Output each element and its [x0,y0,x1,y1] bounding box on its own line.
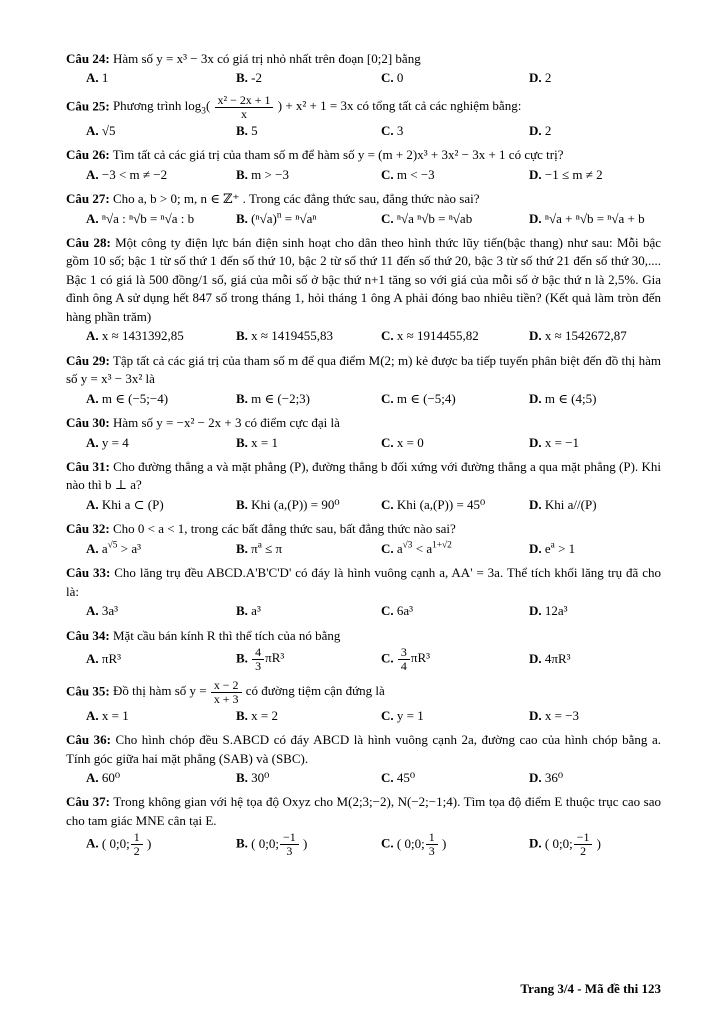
option-letter: A. [86,540,99,556]
option-letter: D. [529,707,542,723]
option-text: x ≈ 1542672,87 [544,328,627,344]
question-number: Câu 26: [66,147,110,163]
question-stem [66,352,661,389]
question-stem [66,793,661,830]
question [66,679,661,725]
option-letter: C. [381,122,394,138]
question [66,731,661,787]
question-number: Câu 36: [66,732,111,748]
answer-options [66,602,661,620]
answer-options [66,496,661,514]
option [381,540,529,558]
option-letter: D. [529,166,542,182]
question-number: Câu 31: [66,458,110,474]
option [381,602,529,620]
option-text: 36⁰ [544,770,564,786]
option [381,69,529,87]
question-number: Câu 25: [66,98,110,114]
option-text: ⁿ√a : ⁿ√b = ⁿ√a : b [101,210,195,226]
question [66,190,661,228]
option-letter: B. [236,210,248,226]
option [236,327,381,345]
option-text: $\pi^a \le \pi$ [251,540,283,556]
option-text: 45⁰ [396,770,416,786]
option-letter: B. [236,650,248,666]
option [86,327,236,345]
option [529,496,661,514]
question [66,458,661,514]
question-text: Một công ty điện lực bán điện sinh hoạt cho dân theo hình thức lũy tiến(bậc thang) như sau: Mỗi bậc gồm 10 số; bậc 1 từ số thứ 1 đến số thứ 10, bậc 2 từ số thứ 11 đến số thứ 20, bậc 3 từ số thứ 21 đến số thứ 30,.... Bậc 1 có giá là 500 đồng/1 số, giá của mỗi số ở bậc thứ n+1 tăng so với giá của mỗi số ở bậc thứ n là 2,5%. Gia đình ông A sử dụng hết 847 số trong tháng 1, hỏi tháng 1 ông A phải đóng bao nhiêu tiền? (Kết quả làm tròn đến hàng phần trăm) [66,234,661,324]
option-text: 1 [101,70,109,86]
option [529,650,661,668]
option [529,540,661,558]
option-text: x = 1 [251,434,279,450]
option [236,540,381,558]
option-text: y = 4 [101,434,129,450]
option-letter: D. [529,651,542,667]
option [529,434,661,452]
question [66,793,661,858]
option-letter: A. [86,122,99,138]
answer-options [66,327,661,345]
option [236,496,381,514]
question [66,234,661,346]
question-number: Câu 35: [66,683,110,699]
option-letter: D. [529,603,542,619]
option-text: 5 [251,122,258,138]
option-text: m ∈ (4;5) [544,390,597,406]
option-text: ( 0;0; $\frac{1}{2}$ ) [101,830,152,859]
question-stem [66,731,661,768]
option [381,390,529,408]
option [86,602,236,620]
question [66,146,661,184]
option [86,496,236,514]
option-text: x = −3 [544,707,580,723]
option-letter: D. [529,328,542,344]
option-text: m ∈ (−5;−4) [101,390,169,406]
option-letter: B. [236,603,248,619]
question-text: Phương trình $\log_3$( $\frac{\text{x² − 2x + 1}}{x}$ ) + x² + 1 = 3x có tổng tất cả các nghiệm bằng: [112,92,522,121]
option-letter: C. [381,434,394,450]
answer-options [66,646,661,673]
option [529,327,661,345]
answer-options [66,166,661,184]
option [236,69,381,87]
option-letter: B. [236,70,248,86]
option-text: $e^a > 1$ [544,540,576,556]
option-letter: B. [236,496,248,512]
option-text: x = 1 [101,707,129,723]
question-stem [66,564,661,601]
option [86,769,236,787]
option-text: -2 [251,70,263,86]
option-text: 2 [544,70,552,86]
question-number: Câu 27: [66,191,110,207]
option [381,831,529,858]
question-stem [66,234,661,326]
option-letter: B. [236,707,248,723]
question-number: Câu 33: [66,565,111,581]
option-text: y = 1 [396,707,424,723]
option-letter: A. [86,651,99,667]
question-stem [66,50,661,68]
option [236,831,381,858]
option-text: πR³ [101,651,122,667]
option-letter: A. [86,496,99,512]
option-text: 2 [544,122,552,138]
option [236,602,381,620]
option-letter: A. [86,835,99,851]
option-text: ( 0;0; $\frac{-1}{2}$ ) [544,830,602,859]
question-text: Tìm tất cả các giá trị của tham số m để hàm số y = (m + 2)x³ + 3x² − 3x + 1 có cực trị? [112,147,564,163]
option-letter: C. [381,166,394,182]
question [66,50,661,88]
option-letter: D. [529,434,542,450]
option-letter: A. [86,166,99,182]
answer-options [66,707,661,725]
option [381,122,529,140]
option [529,769,661,787]
option-text: x = −1 [544,434,580,450]
question-stem [66,94,661,121]
option [381,434,529,452]
question-text: Cho lăng trụ đều ABCD.A'B'C'D' có đáy là hình vuông cạnh a, AA' = 3a. Thể tích khối lăng trụ đã cho là: [66,565,661,599]
option-text: m < −3 [396,166,435,182]
option [381,646,529,673]
option [236,434,381,452]
option-text: ( 0;0; $\frac{1}{3}$ ) [396,830,447,859]
option-letter: D. [529,540,542,556]
option-letter: A. [86,434,99,450]
question-text: Trong không gian với hệ tọa độ Oxyz cho M(2;3;−2), N(−2;−1;4). Tìm tọa độ điểm E thuộc trục cao sao cho tam giác MNE cân tại E. [66,794,661,828]
question-list [66,50,661,864]
question-text: Cho a, b > 0; m, n ∈ ℤ⁺ . Trong các đẳng thức sau, đẳng thức nào sai? [112,191,480,207]
option-text: 30⁰ [251,770,270,786]
question-stem [66,458,661,495]
option-letter: B. [236,770,248,786]
option [381,496,529,514]
option [381,707,529,725]
question [66,520,661,558]
option-text: $\frac{3}{4}$ πR³ [397,650,430,665]
option [529,390,661,408]
option-text: x = 0 [396,434,424,450]
question-text: Cho 0 < a < 1, trong các bất đẳng thức sau, bất đẳng thức nào sai? [112,521,456,537]
answer-options [66,769,661,787]
option [86,69,236,87]
option [529,69,661,87]
question-number: Câu 34: [66,627,110,643]
option-text: 60⁰ [101,770,121,786]
option-letter: C. [381,650,394,666]
option [381,327,529,345]
question-text: Hàm số y = −x² − 2x + 3 có điểm cực đại là [112,415,340,431]
option-letter: B. [236,166,248,182]
option [86,210,236,228]
option-letter: C. [381,390,394,406]
question-number: Câu 32: [66,521,110,537]
option [381,769,529,787]
question [66,414,661,452]
option-text: m ∈ (−2;3) [251,390,311,406]
option-letter: C. [381,835,394,851]
option-letter: B. [236,835,248,851]
option [236,707,381,725]
option [529,210,661,228]
answer-options [66,540,661,558]
option [86,831,236,858]
option-letter: C. [381,770,394,786]
option-text: x ≈ 1431392,85 [101,328,184,344]
option-text: −1 ≤ m ≠ 2 [544,166,603,182]
option [381,210,529,228]
option-text: $a^{√3} < a^{1+√2}$ [396,540,452,556]
answer-options [66,390,661,408]
option [236,646,381,673]
option-text: $\frac{4}{3}$ πR³ [251,650,284,665]
option-text: x = 2 [251,707,279,723]
option-text: 4πR³ [544,651,571,667]
option-letter: D. [529,770,542,786]
option-letter: C. [381,603,394,619]
option-text: √5 [101,122,116,138]
option-text: $(^n√a)^n = ^n√a^n$ [251,210,317,226]
option-text: 6a³ [396,603,414,619]
option-letter: A. [86,770,99,786]
option-letter: C. [381,707,394,723]
option-letter: B. [236,540,248,556]
option-letter: B. [236,434,248,450]
option-letter: D. [529,122,542,138]
option-letter: A. [86,70,99,86]
question-number: Câu 28: [66,234,111,250]
option [86,434,236,452]
question-stem [66,146,661,164]
question-text: Mặt cầu bán kính R thì thể tích của nó bằng [112,627,341,643]
option-text: Khi a ⊂ (P) [101,496,164,512]
option-letter: A. [86,210,99,226]
option [86,390,236,408]
option-text: ⁿ√a + ⁿ√b = ⁿ√a + b [544,210,645,226]
question [66,94,661,140]
option-letter: D. [529,210,542,226]
option [529,602,661,620]
question-text: Cho đường thẳng a và mặt phẳng (P), đường thẳng b đối xứng với đường thẳng a qua mặt phẳng (P). Khi nào thì b ⊥ a? [66,458,662,493]
option-text: Khi a//(P) [544,496,597,512]
question-stem [66,520,661,538]
answer-options [66,69,661,87]
option-text: x ≈ 1914455,82 [396,328,479,344]
option-text: a³ [251,603,261,619]
question-number: Câu 30: [66,415,110,431]
question [66,564,661,620]
option-letter: B. [236,122,248,138]
option-letter: C. [381,328,394,344]
question-stem [66,414,661,432]
option [529,707,661,725]
option-letter: B. [236,390,248,406]
answer-options [66,434,661,452]
question-number: Câu 37: [66,794,110,810]
option-letter: C. [381,70,394,86]
option-text: x ≈ 1419455,83 [251,328,334,344]
question-stem [66,679,661,706]
option-text: 0 [396,70,404,86]
option-text: 12a³ [544,603,568,619]
option-letter: D. [529,70,542,86]
option-letter: D. [529,835,542,851]
question-stem [66,627,661,645]
question-text: Cho hình chóp đều S.ABCD có đáy ABCD là hình vuông cạnh 2a, đường cao của hình chóp bằng a. Tính góc giữa hai mặt phẳng (SAB) và (SBC). [66,732,661,766]
option [236,769,381,787]
option-text: m > −3 [251,166,289,182]
option [236,166,381,184]
option [86,166,236,184]
answer-options [66,122,661,140]
option-text: Khi (a,(P)) = 90⁰ [251,496,340,512]
page-footer: Trang 3/4 - Mã đề thi 123 [520,981,661,997]
option-letter: C. [381,210,394,226]
option [86,122,236,140]
option-letter: B. [236,328,248,344]
option-letter: D. [529,390,542,406]
option [529,831,661,858]
option-text: ( 0;0; $\frac{-1}{3}$ ) [251,830,308,859]
question-stem [66,190,661,208]
question-text: Đồ thị hàm số y = $\frac{x - 2}{x + 3}$ có đường tiệm cận đứng là [112,677,385,706]
question-number: Câu 24: [66,51,110,66]
option-text: 3 [396,122,404,138]
option-letter: D. [529,496,542,512]
option-letter: A. [86,328,99,344]
question-text: Tập tất cả các giá trị của tham số m để qua điểm M(2; m) kẻ được ba tiếp tuyến phân biệt đến đồ thị hàm số y = x³ − 3x² là [66,352,662,387]
option [86,707,236,725]
option-text: 3a³ [101,603,119,619]
option [529,122,661,140]
option [529,166,661,184]
option-letter: A. [86,603,99,619]
answer-options [66,831,661,858]
option-text: $a^{√5} > a^3$ [101,540,141,556]
question-number: Câu 29: [66,352,110,368]
option [86,650,236,668]
option-letter: C. [381,540,394,556]
option-letter: C. [381,496,394,512]
option-text: −3 < m ≠ −2 [101,166,168,182]
option [236,210,381,228]
option-text: Khi (a,(P)) = 45⁰ [396,496,486,512]
option [381,166,529,184]
option-letter: A. [86,390,99,406]
answer-options [66,210,661,228]
option-text: m ∈ (−5;4) [396,390,456,406]
option [86,540,236,558]
question [66,627,661,673]
question-text: Hàm số y = x³ − 3x có giá trị nhỏ nhất trên đoạn [0;2] bằng [112,51,421,66]
option [236,390,381,408]
option-text: ⁿ√a ⁿ√b = ⁿ√ab [396,210,473,226]
option [236,122,381,140]
question [66,352,661,408]
option-letter: A. [86,707,99,723]
